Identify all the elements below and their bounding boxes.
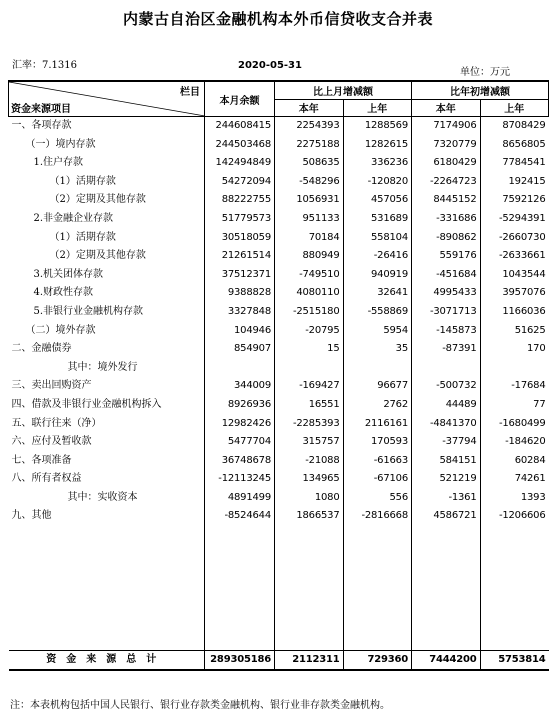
cell-balance: -12113245 xyxy=(205,470,275,489)
cell-month-last-year: 556 xyxy=(343,489,412,508)
row-label: 三、卖出回购资产 xyxy=(11,380,92,392)
corner-top-label: 栏目 xyxy=(180,87,200,98)
cell-ytd-last-year: -184620 xyxy=(480,433,549,452)
blank-cell xyxy=(275,526,344,651)
cell-ytd-this-year: 6180429 xyxy=(412,154,481,173)
cell-ytd-last-year: 7784541 xyxy=(480,154,549,173)
cell-ytd-last-year: 1043544 xyxy=(480,266,549,285)
cell-month-last-year: -26416 xyxy=(343,247,412,266)
cell-ytd-this-year: -890862 xyxy=(412,229,481,248)
total-balance: 289305186 xyxy=(205,651,275,671)
header-ytd-this-year: 本年 xyxy=(412,99,481,117)
table-body xyxy=(9,117,549,671)
cell-balance: 3327848 xyxy=(205,303,275,322)
cell-balance xyxy=(205,359,275,378)
cell-month-last-year: 2762 xyxy=(343,396,412,415)
cell-month-this-year: 70184 xyxy=(275,229,344,248)
row-label: 1.住户存款 xyxy=(33,157,84,169)
header-month-this-year: 本年 xyxy=(275,99,344,117)
cell-ytd-this-year: 44489 xyxy=(412,396,481,415)
row-label: （1）活期存款 xyxy=(49,175,116,187)
table-row xyxy=(9,284,549,303)
cell-ytd-this-year: -87391 xyxy=(412,340,481,359)
cell-month-last-year: -2816668 xyxy=(343,507,412,526)
row-label: （二）境外存款 xyxy=(25,324,96,336)
cell-month-this-year: -2285393 xyxy=(275,415,344,434)
cell-ytd-last-year: 1166036 xyxy=(480,303,549,322)
header-balance: 本月余额 xyxy=(205,81,275,117)
cell-ytd-last-year: 74261 xyxy=(480,470,549,489)
row-label: 一、各项存款 xyxy=(11,120,72,131)
cell-month-last-year xyxy=(343,359,412,378)
cell-ytd-last-year: 8708429 xyxy=(480,117,549,136)
cell-month-last-year: 558104 xyxy=(343,229,412,248)
header-group-month: 比上月增减额 xyxy=(275,81,412,99)
cell-ytd-last-year: 7592126 xyxy=(480,191,549,210)
cell-balance: 37512371 xyxy=(205,266,275,285)
cell-ytd-last-year: -1680499 xyxy=(480,415,549,434)
corner-bottom-label: 资金来源项目 xyxy=(11,104,71,115)
cell-month-last-year: 531689 xyxy=(343,210,412,229)
credit-table xyxy=(8,80,549,671)
cell-month-this-year: 508635 xyxy=(275,154,344,173)
blank-cell xyxy=(205,526,275,651)
total-ytd-last-year: 5753814 xyxy=(480,651,549,671)
header-group-year: 比年初增减额 xyxy=(412,81,549,99)
cell-balance: 8926936 xyxy=(205,396,275,415)
cell-month-last-year: -67106 xyxy=(343,470,412,489)
cell-ytd-this-year xyxy=(412,359,481,378)
cell-balance: 854907 xyxy=(205,340,275,359)
blank-cell xyxy=(480,526,549,651)
row-label: 四、借款及非银行业金融机构拆入 xyxy=(11,398,162,410)
row-label: （一）境内存款 xyxy=(25,138,96,150)
cell-month-this-year: 2254393 xyxy=(275,117,344,136)
table-row xyxy=(9,136,549,155)
cell-balance: 30518059 xyxy=(205,229,275,248)
row-label: 六、应付及暂收款 xyxy=(11,436,92,448)
row-label: 5.非银行业金融机构存款 xyxy=(33,305,144,317)
header-corner xyxy=(9,81,205,117)
cell-ytd-this-year: -1361 xyxy=(412,489,481,508)
row-label: 其中：实收资本 xyxy=(67,491,138,503)
table-row xyxy=(9,210,549,229)
table-row xyxy=(9,266,549,285)
cell-ytd-last-year: 51625 xyxy=(480,322,549,341)
cell-ytd-this-year: -145873 xyxy=(412,322,481,341)
blank-cell xyxy=(343,526,412,651)
cell-ytd-last-year: 8656805 xyxy=(480,136,549,155)
report-date: 2020-05-31 xyxy=(238,60,302,71)
cell-month-last-year: 5954 xyxy=(343,322,412,341)
cell-balance: 244503468 xyxy=(205,136,275,155)
cell-balance: 244608415 xyxy=(205,117,275,136)
cell-month-this-year: 16551 xyxy=(275,396,344,415)
cell-balance: 5477704 xyxy=(205,433,275,452)
cell-month-this-year: -20795 xyxy=(275,322,344,341)
cell-ytd-this-year: -4841370 xyxy=(412,415,481,434)
cell-month-last-year: 457056 xyxy=(343,191,412,210)
cell-balance: 12982426 xyxy=(205,415,275,434)
cell-month-this-year: 4080110 xyxy=(275,284,344,303)
header-ytd-last-year: 上年 xyxy=(480,99,549,117)
cell-month-last-year: 32641 xyxy=(343,284,412,303)
row-label: （2）定期及其他存款 xyxy=(49,194,146,206)
cell-month-last-year: 35 xyxy=(343,340,412,359)
cell-month-this-year: -21088 xyxy=(275,452,344,471)
total-label: 资金来源总计 xyxy=(9,651,205,671)
unit-label: 单位：万元 xyxy=(460,67,510,78)
cell-month-this-year: 134965 xyxy=(275,470,344,489)
table-row xyxy=(9,433,549,452)
cell-month-last-year: -120820 xyxy=(343,173,412,192)
cell-ytd-this-year: -3071713 xyxy=(412,303,481,322)
cell-month-last-year: 336236 xyxy=(343,154,412,173)
table-row xyxy=(9,191,549,210)
cell-ytd-last-year xyxy=(480,359,549,378)
table-row xyxy=(9,247,549,266)
cell-ytd-this-year: 4586721 xyxy=(412,507,481,526)
table-row xyxy=(9,340,549,359)
table-row xyxy=(9,396,549,415)
table-row xyxy=(9,229,549,248)
cell-month-this-year: 1080 xyxy=(275,489,344,508)
cell-balance: 21261514 xyxy=(205,247,275,266)
cell-ytd-last-year: -17684 xyxy=(480,377,549,396)
cell-ytd-last-year: -5294391 xyxy=(480,210,549,229)
cell-month-last-year: 1282615 xyxy=(343,136,412,155)
cell-month-this-year: 1056931 xyxy=(275,191,344,210)
table-row xyxy=(9,303,549,322)
footnote: 注：本表机构包括中国人民银行、银行业存款类金融机构、银行业非存款类金融机构。 xyxy=(10,700,390,711)
table-row xyxy=(9,507,549,526)
cell-month-last-year: 1288569 xyxy=(343,117,412,136)
row-label: （1）活期存款 xyxy=(49,231,116,243)
cell-balance: 54272094 xyxy=(205,173,275,192)
total-row xyxy=(9,651,549,671)
row-label: 3.机关团体存款 xyxy=(33,268,104,280)
cell-balance: 36748678 xyxy=(205,452,275,471)
cell-ytd-this-year: -37794 xyxy=(412,433,481,452)
cell-ytd-this-year: 7174906 xyxy=(412,117,481,136)
cell-ytd-last-year: -2660730 xyxy=(480,229,549,248)
cell-balance: 51779573 xyxy=(205,210,275,229)
cell-ytd-last-year: 3957076 xyxy=(480,284,549,303)
row-label: 九、其他 xyxy=(11,510,52,522)
row-label: 2.非金融企业存款 xyxy=(33,212,114,224)
cell-ytd-this-year: 559176 xyxy=(412,247,481,266)
table-row xyxy=(9,117,549,136)
row-label: 七、各项准备 xyxy=(11,454,72,466)
blank-rows xyxy=(9,526,549,651)
cell-balance: 88222755 xyxy=(205,191,275,210)
cell-balance: 9388828 xyxy=(205,284,275,303)
table-row xyxy=(9,489,549,508)
cell-month-this-year: 15 xyxy=(275,340,344,359)
cell-month-last-year: 170593 xyxy=(343,433,412,452)
cell-month-this-year: 1866537 xyxy=(275,507,344,526)
cell-balance: 4891499 xyxy=(205,489,275,508)
cell-ytd-this-year: -451684 xyxy=(412,266,481,285)
cell-ytd-last-year: 77 xyxy=(480,396,549,415)
row-label: （2）定期及其他存款 xyxy=(49,250,146,262)
cell-ytd-this-year: 521219 xyxy=(412,470,481,489)
cell-month-last-year: 96677 xyxy=(343,377,412,396)
cell-ytd-this-year: -500732 xyxy=(412,377,481,396)
blank-cell xyxy=(412,526,481,651)
cell-month-last-year: 940919 xyxy=(343,266,412,285)
cell-month-last-year: -558869 xyxy=(343,303,412,322)
cell-month-this-year xyxy=(275,359,344,378)
table-row xyxy=(9,470,549,489)
total-ytd-this-year: 7444200 xyxy=(412,651,481,671)
table-row xyxy=(9,415,549,434)
cell-ytd-this-year: -2264723 xyxy=(412,173,481,192)
cell-balance: -8524644 xyxy=(205,507,275,526)
cell-ytd-this-year: 8445152 xyxy=(412,191,481,210)
row-label: 其中：境外发行 xyxy=(67,361,138,373)
cell-ytd-last-year: 170 xyxy=(480,340,549,359)
cell-ytd-this-year: 7320779 xyxy=(412,136,481,155)
row-label: 4.财政性存款 xyxy=(33,287,94,299)
header-month-last-year: 上年 xyxy=(343,99,412,117)
total-month-this-year: 2112311 xyxy=(275,651,344,671)
total-month-last-year: 729360 xyxy=(343,651,412,671)
cell-month-this-year: 951133 xyxy=(275,210,344,229)
cell-ytd-this-year: 4995433 xyxy=(412,284,481,303)
cell-month-this-year: 2275188 xyxy=(275,136,344,155)
cell-month-this-year: 880949 xyxy=(275,247,344,266)
cell-balance: 344009 xyxy=(205,377,275,396)
cell-ytd-this-year: 584151 xyxy=(412,452,481,471)
table-row xyxy=(9,173,549,192)
exchange-rate: 汇率：7.1316 xyxy=(12,60,77,71)
cell-month-this-year: -169427 xyxy=(275,377,344,396)
cell-month-this-year: -749510 xyxy=(275,266,344,285)
cell-month-last-year: -61663 xyxy=(343,452,412,471)
row-label: 八、所有者权益 xyxy=(11,473,82,485)
cell-ytd-last-year: 60284 xyxy=(480,452,549,471)
cell-balance: 142494849 xyxy=(205,154,275,173)
table-row xyxy=(9,359,549,378)
cell-month-this-year: 315757 xyxy=(275,433,344,452)
cell-ytd-last-year: -1206606 xyxy=(480,507,549,526)
table-row xyxy=(9,452,549,471)
cell-balance: 104946 xyxy=(205,322,275,341)
cell-month-last-year: 2116161 xyxy=(343,415,412,434)
cell-month-this-year: -548296 xyxy=(275,173,344,192)
table-row xyxy=(9,322,549,341)
row-label: 二、金融债券 xyxy=(11,343,72,355)
page-title: 内蒙古自治区金融机构本外币信贷收支合并表 xyxy=(122,10,433,28)
cell-month-this-year: -2515180 xyxy=(275,303,344,322)
cell-ytd-last-year: -2633661 xyxy=(480,247,549,266)
cell-ytd-last-year: 192415 xyxy=(480,173,549,192)
row-label: 五、联行往来（净） xyxy=(11,417,102,429)
cell-ytd-this-year: -331686 xyxy=(412,210,481,229)
cell-ytd-last-year: 1393 xyxy=(480,489,549,508)
blank-cell xyxy=(9,526,205,651)
table-row xyxy=(9,154,549,173)
table-row xyxy=(9,377,549,396)
